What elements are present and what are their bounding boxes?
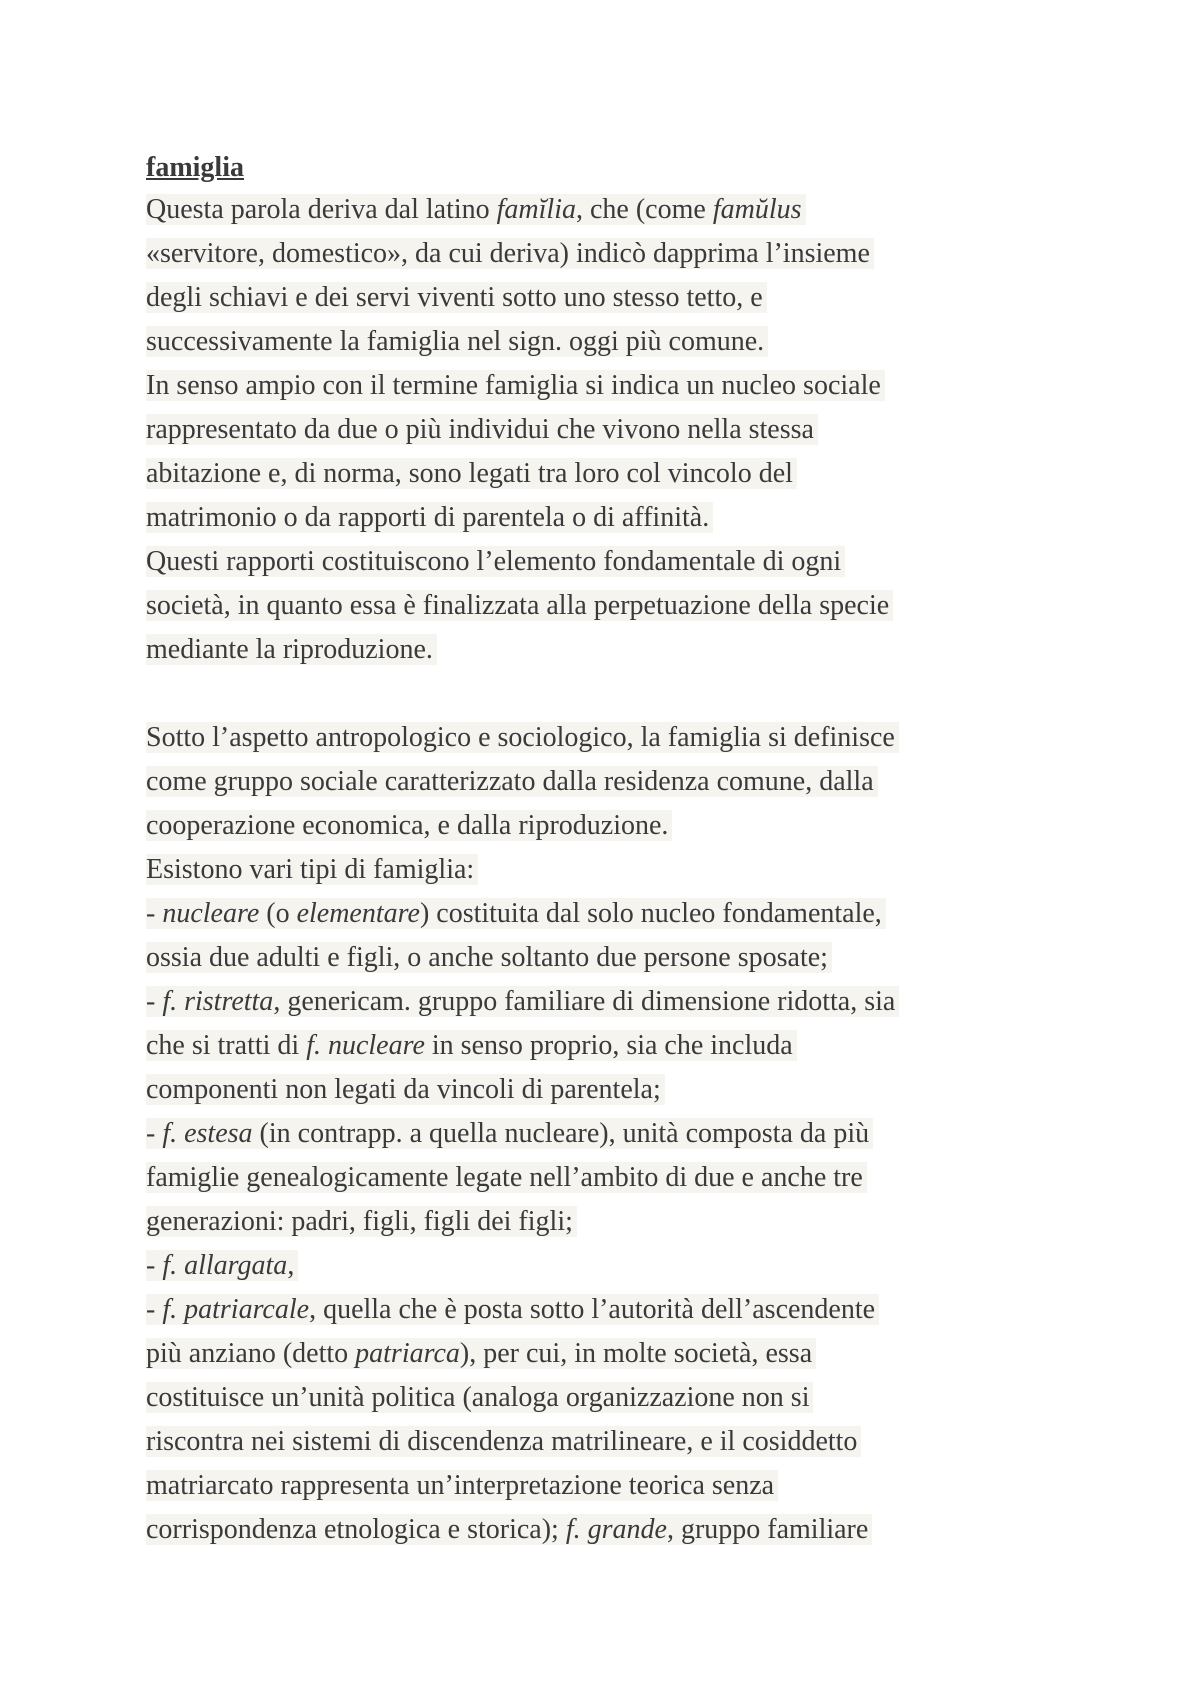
- text-line: [146, 1464, 1086, 1508]
- text-segment: -: [146, 1250, 163, 1281]
- text-line-content: [146, 1514, 872, 1545]
- text-line-content: [146, 1470, 778, 1501]
- text-line-content: [146, 1118, 873, 1149]
- text-line: [146, 1068, 1086, 1112]
- text-line-content: [146, 722, 899, 753]
- text-line-content: [146, 458, 797, 489]
- text-line: [146, 320, 1086, 364]
- text-segment: (in contrapp. a quella nucleare), unità composta da più: [252, 1118, 870, 1149]
- text-segment: abitazione e, di norma, sono legati tra loro col vincolo del: [146, 458, 793, 489]
- text-line: [146, 1420, 1086, 1464]
- text-segment: cooperazione economica, e dalla riproduzione.: [146, 810, 669, 841]
- paragraph-spacer: [146, 672, 1086, 716]
- text-segment: componenti non legati da vincoli di parentela;: [146, 1074, 661, 1105]
- text-segment: famiglie genealogicamente legate nell’ambito di due e anche tre: [146, 1162, 863, 1193]
- text-line: [146, 452, 1086, 496]
- text-line: [146, 1244, 1086, 1288]
- text-line-content: [146, 1338, 816, 1369]
- text-line-content: [146, 1030, 797, 1061]
- text-line-content: [146, 1382, 813, 1413]
- document-title: famiglia: [146, 152, 244, 183]
- text-segment: costituisce un’unità politica (analoga organizzazione non si: [146, 1382, 810, 1413]
- text-line: [146, 364, 1086, 408]
- text-line: [146, 584, 1086, 628]
- text-line-content: [146, 1294, 879, 1325]
- text-line: [146, 188, 1086, 232]
- italic-term: famŭlus: [712, 194, 802, 225]
- text-line: [146, 540, 1086, 584]
- text-segment: , quella che è posta sotto l’autorità dell’ascendente: [309, 1294, 876, 1325]
- text-line-content: [146, 414, 818, 445]
- text-line-content: [146, 502, 713, 533]
- text-segment: generazioni: padri, figli, figli dei figli;: [146, 1206, 573, 1237]
- text-line: [146, 980, 1086, 1024]
- text-line-content: [146, 370, 885, 401]
- text-line-content: [146, 326, 768, 357]
- text-segment: Sotto l’aspetto antropologico e sociologico, la famiglia si definisce: [146, 722, 895, 753]
- text-line: [146, 1288, 1086, 1332]
- text-line: [146, 1376, 1086, 1420]
- text-line: [146, 1332, 1086, 1376]
- text-line-content: [146, 854, 478, 885]
- document-page: [146, 148, 1086, 1552]
- text-segment: in senso proprio, sia che includa: [424, 1030, 793, 1061]
- text-segment: successivamente la famiglia nel sign. oggi più comune.: [146, 326, 765, 357]
- text-line: [146, 892, 1086, 936]
- text-segment: «servitore, domestico», da cui deriva) indicò dapprima l’insieme: [146, 238, 870, 269]
- text-segment: , gruppo familiare: [666, 1514, 869, 1545]
- text-segment: (o: [259, 898, 297, 929]
- italic-term: f. estesa: [162, 1118, 253, 1149]
- italic-term: nucleare: [162, 898, 260, 929]
- text-line-content: [146, 898, 886, 929]
- text-segment: che si tratti di: [146, 1030, 307, 1061]
- text-line-content: [146, 986, 899, 1017]
- text-segment: più anziano (detto: [146, 1338, 356, 1369]
- text-segment: degli schiavi e dei servi viventi sotto uno stesso tetto, e: [146, 282, 763, 313]
- text-segment: rappresentato da due o più individui che vivono nella stessa: [146, 414, 814, 445]
- text-line-content: [146, 1074, 665, 1105]
- text-line: [146, 804, 1086, 848]
- text-line: [146, 1156, 1086, 1200]
- text-line-content: [146, 238, 874, 269]
- text-segment: -: [146, 1294, 163, 1325]
- text-line-content: [146, 194, 806, 225]
- text-line-content: [146, 810, 672, 841]
- text-segment: -: [146, 986, 163, 1017]
- document-body: [146, 188, 1086, 1552]
- text-segment: ossia due adulti e figli, o anche soltanto due persone sposate;: [146, 942, 828, 973]
- text-segment: , che (come: [576, 194, 713, 225]
- text-line: [146, 1508, 1086, 1552]
- text-line-content: [146, 942, 832, 973]
- text-line: [146, 716, 1086, 760]
- text-segment: , genericam. gruppo familiare di dimensione ridotta, sia: [273, 986, 896, 1017]
- text-segment: -: [146, 898, 163, 929]
- text-segment: Questi rapporti costituiscono l’elemento fondamentale di ogni: [146, 546, 842, 577]
- italic-term: f. nucleare: [306, 1030, 425, 1061]
- text-line: [146, 1112, 1086, 1156]
- text-line-content: [146, 766, 878, 797]
- italic-term: f. ristretta: [162, 986, 274, 1017]
- text-line-content: [146, 546, 845, 577]
- text-segment: -: [146, 1118, 163, 1149]
- text-line: [146, 628, 1086, 672]
- text-line: [146, 496, 1086, 540]
- text-segment: corrispondenza etnologica e storica);: [146, 1514, 566, 1545]
- italic-term: elementare: [296, 898, 420, 929]
- text-line-content: [146, 634, 437, 665]
- text-line-content: [146, 1426, 861, 1457]
- text-segment: società, in quanto essa è finalizzata alla perpetuazione della specie: [146, 590, 890, 621]
- text-line-content: [146, 282, 767, 313]
- text-line: [146, 1200, 1086, 1244]
- italic-term: f. allargata: [162, 1250, 288, 1281]
- text-line: [146, 276, 1086, 320]
- text-segment: matrimonio o da rapporti di parentela o di affinità.: [146, 502, 710, 533]
- text-line-content: [146, 1250, 298, 1281]
- text-segment: ), per cui, in molte società, essa: [459, 1338, 813, 1369]
- italic-term: famĭlia: [496, 194, 576, 225]
- paragraph: [146, 716, 1086, 1552]
- text-line-content: [146, 1206, 577, 1237]
- text-segment: riscontra nei sistemi di discendenza matrilineare, e il cosiddetto: [146, 1426, 858, 1457]
- text-segment: In senso ampio con il termine famiglia si indica un nucleo sociale: [146, 370, 881, 401]
- text-segment: ) costituita dal solo nucleo fondamentale,: [419, 898, 882, 929]
- text-line: [146, 1024, 1086, 1068]
- text-segment: ,: [287, 1250, 295, 1281]
- italic-term: f. grande: [565, 1514, 667, 1545]
- italic-term: f. patriarcale: [162, 1294, 310, 1325]
- text-line: [146, 760, 1086, 804]
- paragraph: [146, 188, 1086, 672]
- text-line: [146, 848, 1086, 892]
- text-line: [146, 936, 1086, 980]
- text-line: [146, 408, 1086, 452]
- text-line-content: [146, 590, 893, 621]
- text-line-content: [146, 1162, 867, 1193]
- text-segment: Questa parola deriva dal latino: [146, 194, 497, 225]
- text-segment: matriarcato rappresenta un’interpretazione teorica senza: [146, 1470, 775, 1501]
- text-segment: come gruppo sociale caratterizzato dalla residenza comune, dalla: [146, 766, 874, 797]
- italic-term: patriarca: [355, 1338, 460, 1369]
- text-segment: mediante la riproduzione.: [146, 634, 433, 665]
- text-line: [146, 232, 1086, 276]
- text-segment: Esistono vari tipi di famiglia:: [146, 854, 475, 885]
